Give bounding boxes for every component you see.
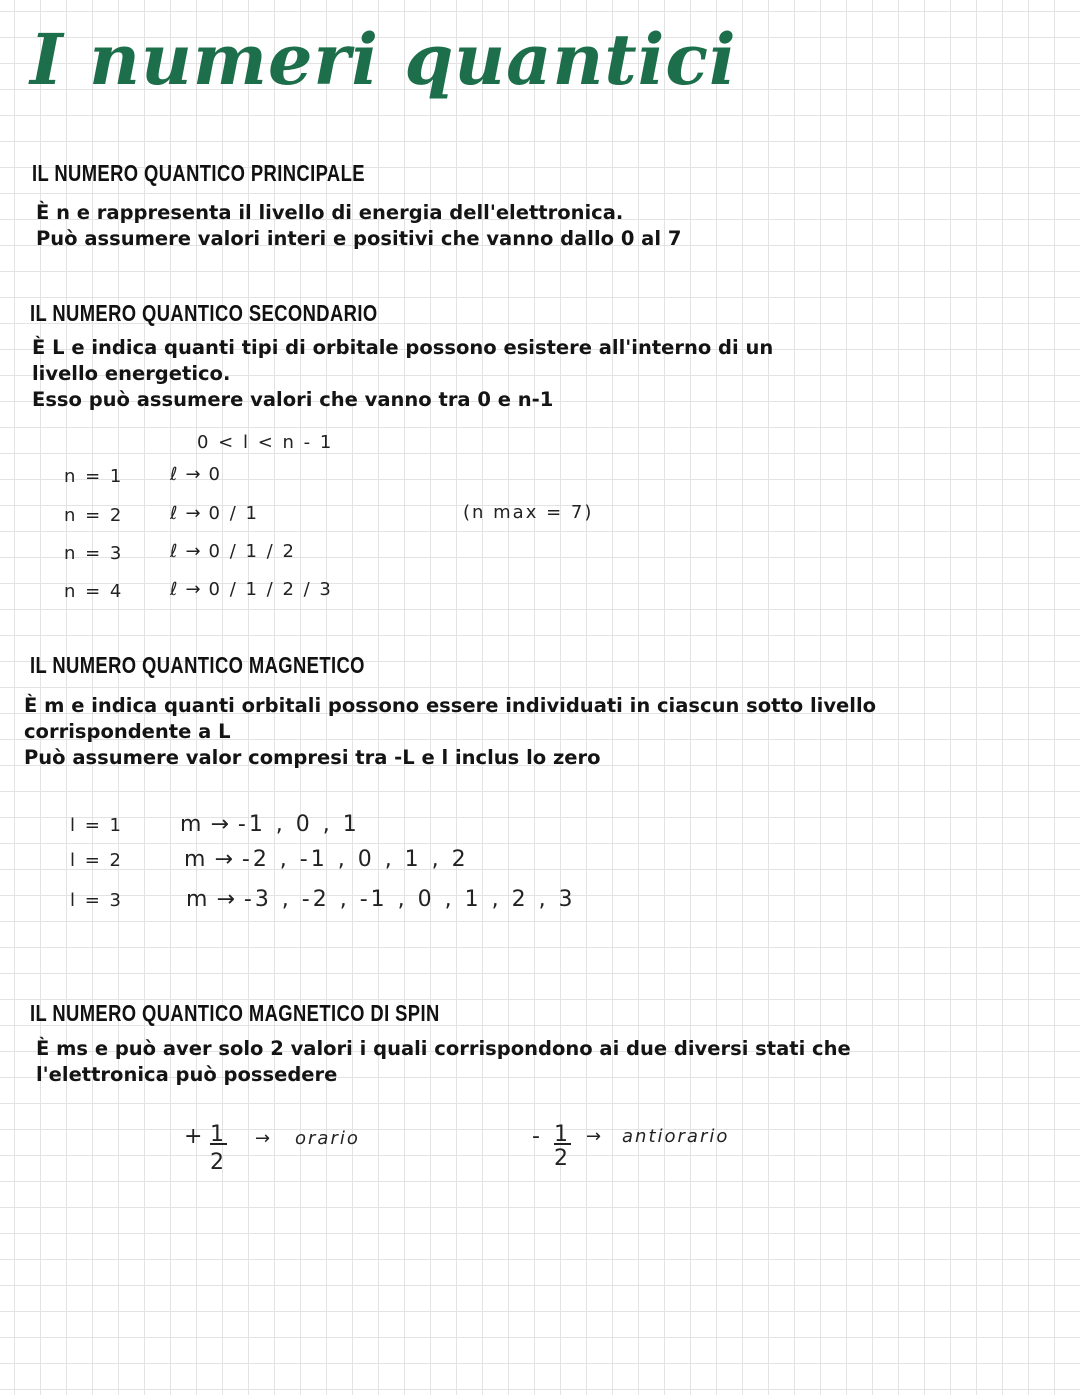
- spin-text: [36, 1036, 851, 1088]
- arrow-icon: →: [586, 1126, 604, 1147]
- principale-line-2: Può assumere valori interi e positivi che vanno dallo 0 al 7: [36, 227, 682, 250]
- spin-line-1: È ms e può aver solo 2 valori i quali corrispondono ai due diversi stati che: [36, 1037, 851, 1060]
- spin-positive-denominator: 2: [210, 1150, 227, 1175]
- l-label-1: l = 1: [70, 815, 123, 836]
- magnetico-text: [24, 693, 876, 771]
- secondario-relation: 0 < l < n - 1: [197, 432, 334, 453]
- l-symbol: ℓ: [170, 503, 180, 524]
- spin-negative-numerator: 1: [554, 1122, 571, 1147]
- l-values: 0 / 1 / 2: [208, 541, 296, 562]
- secondario-line-2: livello energetico.: [32, 362, 231, 385]
- l-values: 0 / 1: [208, 503, 259, 524]
- arrow-icon: →: [185, 464, 203, 485]
- heading-principale: IL NUMERO QUANTICO PRINCIPALE: [32, 160, 365, 186]
- arrow-icon: →: [214, 847, 236, 872]
- l-values: 0: [208, 464, 222, 485]
- heading-spin: IL NUMERO QUANTICO MAGNETICO DI SPIN: [30, 1000, 440, 1026]
- magnetico-line-2: corrispondente a L: [24, 720, 231, 743]
- arrow-icon: →: [185, 503, 203, 524]
- l-label-3: l = 3: [70, 890, 123, 911]
- principale-line-1: È n e rappresenta il livello di energia dell'elettronica.: [36, 201, 624, 224]
- l-symbol: ℓ: [170, 579, 180, 600]
- m-values: -2 , -1 , 0 , 1 , 2: [241, 847, 469, 872]
- l-values-row-2: [170, 503, 259, 524]
- secondario-text: [32, 335, 773, 413]
- arrow-icon: →: [185, 579, 203, 600]
- n-label-1: n = 1: [64, 466, 124, 487]
- spin-negative-sign: -: [532, 1124, 543, 1149]
- m-symbol: m: [186, 887, 211, 912]
- heading-secondario: IL NUMERO QUANTICO SECONDARIO: [30, 300, 378, 326]
- spin-line-2: l'elettronica può possedere: [36, 1063, 338, 1086]
- n-label-3: n = 3: [64, 543, 124, 564]
- m-symbol: m: [184, 847, 209, 872]
- arrow-icon: →: [216, 887, 238, 912]
- magnetico-line-3: Può assumere valor compresi tra -L e l inclus lo zero: [24, 746, 601, 769]
- m-symbol: m: [180, 812, 205, 837]
- m-values-row-1: [180, 812, 360, 837]
- arrow-icon: →: [185, 541, 203, 562]
- arrow-icon: →: [210, 812, 232, 837]
- magnetico-line-1: È m e indica quanti orbitali possono essere individuati in ciascun sotto livello: [24, 694, 877, 717]
- arrow-icon: →: [255, 1128, 273, 1149]
- heading-magnetico: IL NUMERO QUANTICO MAGNETICO: [30, 652, 365, 678]
- secondario-line-1: È L e indica quanti tipi di orbitale possono esistere all'interno di un: [32, 336, 774, 359]
- spin-positive-numerator: 1: [210, 1122, 227, 1147]
- n-label-4: n = 4: [64, 581, 124, 602]
- page-title: I numeri quantici: [30, 18, 737, 101]
- spin-positive-sign: +: [184, 1124, 206, 1149]
- m-values-row-2: [184, 847, 469, 872]
- l-values-row-3: [170, 541, 296, 562]
- l-symbol: ℓ: [170, 541, 180, 562]
- m-values: -3 , -2 , -1 , 0 , 1 , 2 , 3: [243, 887, 576, 912]
- secondario-line-3: Esso può assumere valori che vanno tra 0 e n-1: [32, 388, 554, 411]
- spin-negative-label: antiorario: [622, 1126, 730, 1147]
- n-label-2: n = 2: [64, 505, 124, 526]
- m-values: -1 , 0 , 1: [237, 812, 360, 837]
- spin-positive-label: orario: [295, 1128, 360, 1149]
- l-values: 0 / 1 / 2 / 3: [208, 579, 333, 600]
- l-values-row-4: [170, 579, 333, 600]
- principale-text: [36, 200, 681, 252]
- spin-negative-denominator: 2: [554, 1146, 571, 1171]
- l-label-2: l = 2: [70, 850, 123, 871]
- l-symbol: ℓ: [170, 464, 180, 485]
- m-values-row-3: [186, 887, 576, 912]
- n-max-note: (n max = 7): [463, 502, 594, 523]
- l-values-row-1: [170, 464, 222, 485]
